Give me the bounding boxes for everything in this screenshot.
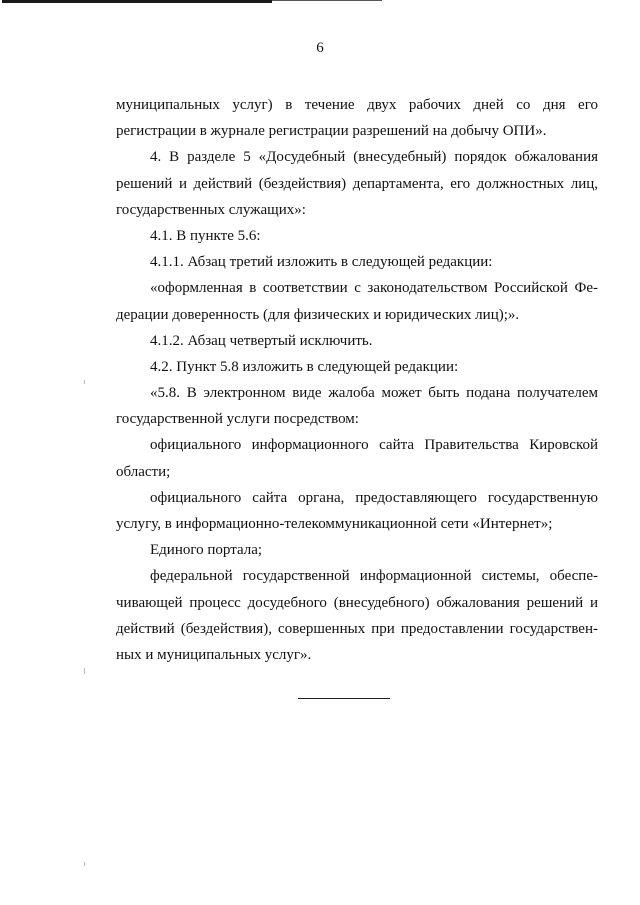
text-line: чивающей процесс досудебного (внесудебного) обжалования решений и — [116, 594, 598, 611]
text-line: официального информационного сайта Правительства Кировской — [150, 437, 598, 454]
scan-margin-mark — [84, 862, 85, 866]
top-scan-edge-line — [2, 0, 272, 3]
text-line: государственной услуги посредством: — [116, 411, 359, 428]
document-body — [116, 92, 598, 668]
text-line: 4. В разделе 5 «Досудебный (внесудебный) порядок обжалования — [150, 149, 598, 166]
top-scan-edge-line-thin — [272, 0, 382, 1]
scan-margin-mark — [84, 380, 85, 384]
text-line: действий (бездействия), совершенных при предоставлении государствен- — [116, 620, 598, 637]
text-line: 4.1.1. Абзац третий изложить в следующей редакции: — [150, 254, 493, 271]
text-line: решений и действий (бездействия) департамента, его должностных лиц, — [116, 175, 598, 192]
text-line: услугу, в информационно-телекоммуникационной сети «Интернет»; — [116, 516, 553, 532]
text-line: ных и муниципальных услуг». — [116, 646, 312, 663]
text-line: 4.2. Пункт 5.8 изложить в следующей редакции: — [150, 358, 459, 375]
text-line: 4.1.2. Абзац четвертый исключить. — [150, 332, 373, 349]
text-line: официального сайта органа, предоставляющего государственную — [150, 489, 598, 506]
text-line: государственных служащих»: — [116, 201, 306, 218]
page-number: 6 — [316, 40, 324, 56]
text-line: «оформленная в соответствии с законодательством Российской Фе- — [150, 280, 598, 297]
text-line: Единого портала; — [150, 542, 263, 559]
text-line: «5.8. В электронном виде жалоба может быть подана получателем — [150, 385, 598, 402]
text-line: 4.1. В пункте 5.6: — [150, 227, 261, 244]
text-line: регистрации в журнале регистрации разрешений на добычу ОПИ». — [116, 123, 547, 140]
end-of-text-rule — [298, 698, 390, 699]
text-line: дерации доверенность (для физических и юридических лиц);». — [116, 306, 520, 323]
text-line: области; — [116, 463, 171, 480]
text-line: муниципальных услуг) в течение двух рабочих дней со дня его — [116, 97, 598, 113]
text-line: федеральной государственной информационной системы, обеспе- — [150, 568, 598, 585]
scan-margin-mark — [84, 668, 85, 674]
